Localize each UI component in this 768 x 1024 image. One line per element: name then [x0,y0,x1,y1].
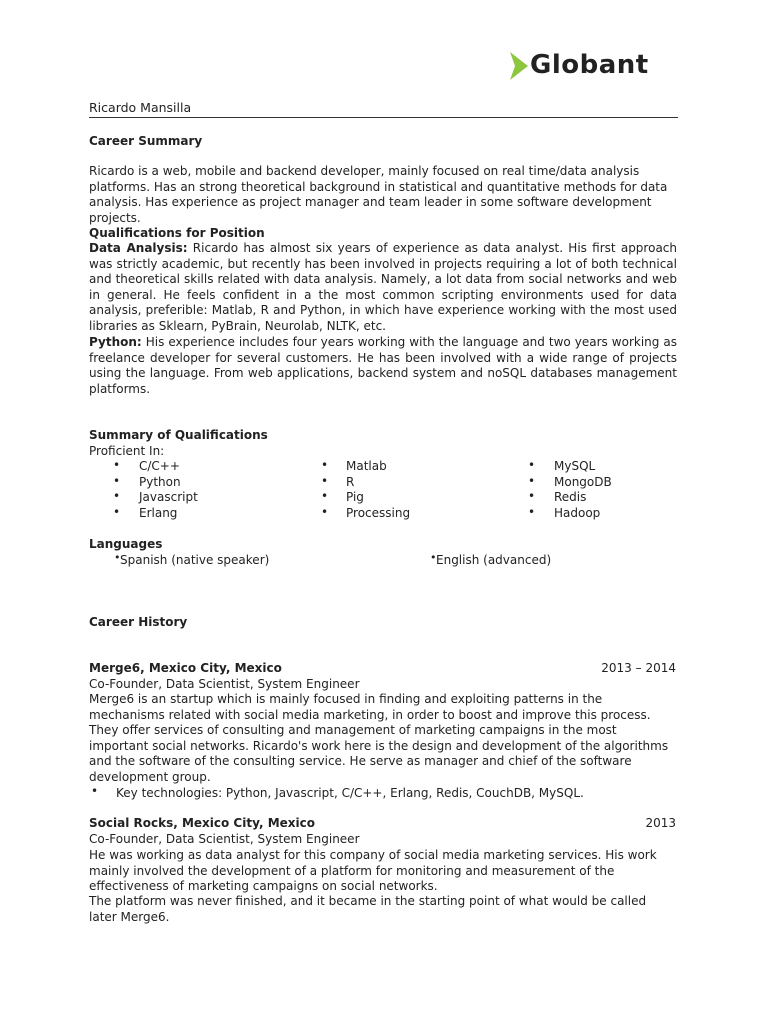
languages-heading: Languages [89,537,163,551]
summary-qualifications-heading: Summary of Qualifications [89,428,268,442]
job-technologies: Key technologies: Python, Javascript, C/C++, Erlang, Redis, CouchDB, MySQL. [116,786,584,800]
job-description: They offer services of consulting and management of marketing campaigns in the most important social networks. Ricardo's work here is the design and development of the algorithms and the software of the consulting service. He serve as manager and chief of the software development group. [89,723,669,784]
bullet-icon: • [528,458,536,472]
job-description: He was working as data analyst for this company of social media marketing services. His work mainly involved the development of a platform for monitoring and measurement of the effectiveness of marketing campaigns on social networks. [89,848,657,894]
python-label: Python: [89,335,142,349]
job-description: Merge6 is an startup which is mainly focused in finding and exploiting patterns in the mechanisms related with social media marketing, in order to boost and improve this process. [89,692,651,722]
career-summary-text: Ricardo is a web, mobile and backend developer, mainly focused on real time/data analysis platforms. Has an strong theoretical background in statistical and quantitative methods for data analysis. Has experience as project manager and team leader in some software development projects. [89,164,668,225]
language-item: Spanish (native speaker) [120,553,270,567]
proficient-in-label: Proficient In: [89,444,165,458]
python-text: His experience includes four years working with the language and two years working as freelance developer for several customers. He has been involved with a wide range of projects using the language. From web applications, backend system and noSQL databases management platforms. [89,335,677,396]
skill-item: MongoDB [554,475,612,489]
skill-item: R [346,475,355,489]
skill-item: Pig [346,490,364,504]
job-company: Social Rocks, Mexico City, Mexico [89,816,316,830]
bullet-icon: • [528,505,536,519]
skill-item: Hadoop [554,506,601,520]
data-analysis-paragraph [89,241,677,335]
skill-item: Redis [554,490,587,504]
job-company: Merge6, Mexico City, Mexico [89,661,282,675]
globant-logo-text: Globant [530,50,649,80]
python-paragraph [89,335,677,397]
data-analysis-label: Data Analysis: [89,241,188,255]
skill-item: MySQL [554,459,596,473]
job-dates: 2013 – 2014 [601,661,676,675]
header-divider [89,117,678,118]
bullet-icon: • [528,489,536,503]
bullet-icon: • [321,489,329,503]
career-summary-heading: Career Summary [89,134,203,148]
bullet-icon: • [113,505,121,519]
job-role: Co-Founder, Data Scientist, System Engineer [89,677,360,691]
bullet-icon: • [113,489,121,503]
language-item: English (advanced) [436,553,552,567]
skill-item: Erlang [139,506,178,520]
skill-item: Processing [346,506,411,520]
qualifications-heading: Qualifications for Position [89,226,265,240]
job-dates: 2013 [645,816,676,830]
data-analysis-text: Ricardo has almost six years of experience as data analyst. His first approach was strictly academic, but recently has been involved in projects requiring a lot of both technical and theoretical skills related with data analysis. Namely, a lot data from social networks and web in general. He feels confident in a the most common scripting environments used for data analysis, preferible: Matlab, R and Python, in which have experience working with the most used libraries as Sklearn, PyBrain, Neurolab, NLTK, etc. [89,241,677,333]
job-description: The platform was never finished, and it became in the starting point of what would be called later Merge6. [89,894,647,924]
bullet-icon: • [321,458,329,472]
bullet-icon: • [321,474,329,488]
career-history-heading: Career History [89,615,188,629]
skill-item: C/C++ [139,459,180,473]
bullet-icon: • [113,474,121,488]
skill-item: Matlab [346,459,387,473]
globant-logo [508,48,678,84]
bullet-icon: • [114,551,121,564]
bullet-icon: • [430,551,437,564]
bullet-icon: • [528,474,536,488]
globant-logo-mark-icon [508,50,530,82]
job-role: Co-Founder, Data Scientist, System Engineer [89,832,360,846]
candidate-name: Ricardo Mansilla [89,100,192,115]
skill-item: Javascript [139,490,198,504]
bullet-icon: • [113,458,121,472]
skill-item: Python [139,475,181,489]
bullet-icon: • [91,784,99,798]
bullet-icon: • [321,505,329,519]
